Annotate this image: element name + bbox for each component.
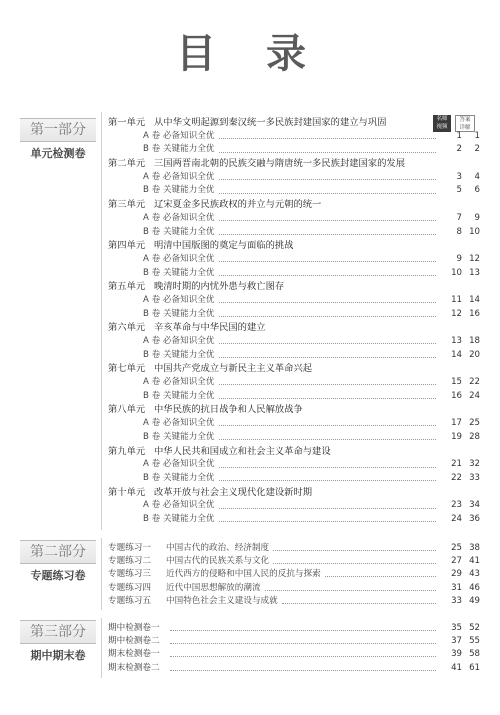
unit-title: 辛亥革命与中华民国的建立 [154, 322, 266, 334]
page-number: 10 [451, 267, 462, 278]
entry-label: A 卷 必备知识全优 [143, 130, 215, 141]
divider-line [101, 538, 102, 610]
answer-page-number: 18 [469, 336, 480, 346]
entry-title: 中国古代的政治、经济制度 [166, 543, 270, 553]
unit-tag: 第二单元 [108, 158, 146, 170]
toc-entry [108, 143, 480, 157]
answer-page-number: 58 [469, 649, 480, 660]
page-number: 8 [456, 226, 462, 237]
unit-tag: 第七单元 [108, 363, 146, 375]
page-number: 2 [456, 144, 462, 155]
answer-page-number: 1 [474, 130, 480, 141]
unit-title: 辽宋夏金多民族政权的并立与元朝的统一 [154, 199, 322, 211]
leader-dots [219, 275, 436, 276]
toc-entry [108, 417, 480, 431]
answer-page-number: 4 [474, 171, 480, 182]
page-number: 21 [451, 459, 462, 470]
page-number: 1 [456, 130, 462, 141]
toc-entry [108, 513, 480, 527]
entry-label: B 卷 关键能力全优 [143, 226, 215, 237]
page-number: 13 [451, 336, 462, 346]
unit-tag: 第五单元 [108, 281, 146, 293]
answer-page-number: 41 [469, 556, 480, 567]
entry-label: 专题练习一 [108, 543, 151, 553]
unit-tag: 第六单元 [108, 322, 146, 334]
answer-page-number: 14 [469, 294, 480, 305]
answer-page-number: 28 [469, 431, 480, 442]
leader-dots [219, 480, 436, 481]
unit-heading [108, 116, 480, 130]
unit-title: 从中华文明起源到秦汉统一多民族封建国家的建立与巩固 [154, 117, 387, 128]
leader-dots [273, 550, 436, 551]
entry-title: 近代中国思想解放的潮流 [166, 582, 261, 593]
leader-dots [219, 302, 437, 303]
toc-entry [108, 212, 480, 226]
toc-entry [108, 662, 480, 675]
part-subtitle: 单元检测卷 [30, 147, 86, 160]
toc-entry [108, 253, 480, 267]
toc-entry [108, 390, 480, 404]
part-2-label [20, 540, 96, 583]
divider-line [101, 618, 102, 678]
unit-heading [108, 198, 480, 212]
entry-label: A 卷 必备知识全优 [143, 377, 215, 388]
unit-tag: 第九单元 [108, 445, 146, 457]
leader-dots [219, 425, 437, 426]
leader-dots [170, 643, 436, 644]
unit-title: 中华民族的抗日战争和人民解放战争 [154, 404, 303, 416]
entry-label: A 卷 必备知识全优 [143, 212, 215, 223]
leader-dots [265, 590, 436, 591]
unit-tag: 第一单元 [108, 117, 146, 128]
leader-dots [219, 384, 437, 385]
leader-dots [219, 138, 437, 139]
toc-entry [108, 267, 480, 281]
entry-label: 专题练习五 [108, 595, 151, 606]
answer-page-number: 33 [469, 472, 480, 483]
entry-label: 期末检测卷二 [108, 662, 160, 673]
entry-label: A 卷 必备知识全优 [143, 171, 215, 182]
page-number: 16 [451, 390, 462, 401]
toc-entry [108, 335, 480, 349]
unit-tag: 第八单元 [108, 404, 146, 416]
toc-entry [108, 376, 480, 390]
part-subtitle: 期中期末卷 [30, 649, 86, 662]
part-name: 第三部分 [20, 620, 96, 644]
toc-entry [108, 472, 480, 486]
page-number: 39 [451, 649, 462, 660]
answer-page-number: 32 [469, 459, 480, 470]
answer-page-number: 52 [469, 623, 480, 633]
leader-dots [219, 439, 436, 440]
leader-dots [325, 576, 436, 577]
page-number: 19 [451, 431, 462, 442]
page-number: 5 [456, 185, 462, 196]
answer-page-number: 13 [469, 267, 480, 278]
leader-dots [219, 179, 437, 180]
answer-page-number: 61 [469, 662, 480, 673]
leader-dots [219, 220, 437, 221]
entry-label: B 卷 关键能力全优 [143, 513, 215, 524]
toc-entry [108, 226, 480, 240]
unit-title: 晚清时期的内忧外患与救亡图存 [154, 281, 285, 293]
page-number: 29 [451, 569, 462, 580]
leader-dots [282, 603, 436, 604]
unit-heading [108, 239, 480, 253]
topics-section [108, 542, 480, 608]
entry-title: 近代西方的侵略和中国人民的反抗与探索 [166, 569, 321, 580]
toc-entry [108, 568, 480, 581]
leader-dots [219, 521, 436, 522]
answer-page-number: 12 [469, 253, 480, 264]
entry-title: 中国古代的民族关系与文化 [166, 556, 270, 567]
entry-title: 中国特色社会主义建设与成就 [166, 595, 278, 606]
entry-label: B 卷 关键能力全优 [143, 472, 215, 483]
toc-entry [108, 184, 480, 198]
toc-entry [108, 622, 480, 635]
toc-entry [108, 294, 480, 308]
page-number: 33 [451, 595, 462, 606]
unit-title: 明清中国版图的奠定与面临的挑战 [154, 240, 294, 252]
part-subtitle: 专题练习卷 [30, 569, 86, 582]
page-number: 23 [451, 500, 462, 511]
unit-tag: 第十单元 [108, 486, 146, 498]
leader-dots [219, 467, 437, 468]
answer-page-number: 24 [469, 390, 480, 401]
toc-entry [108, 130, 480, 144]
page-number: 37 [451, 636, 462, 647]
answer-page-number: 46 [469, 582, 480, 593]
page-number: 7 [456, 212, 462, 223]
toc-entry [108, 171, 480, 185]
leader-dots [219, 398, 436, 399]
entry-label: A 卷 必备知识全优 [143, 253, 215, 264]
unit-heading [108, 321, 480, 335]
answer-page-number: 36 [469, 513, 480, 524]
answer-page-number: 20 [469, 349, 480, 360]
leader-dots [219, 508, 437, 509]
unit-title: 改革开放与社会主义现代化建设新时期 [154, 486, 313, 498]
unit-title: 中华人民共和国成立和社会主义革命与建设 [154, 445, 331, 457]
entry-label: A 卷 必备知识全优 [143, 336, 215, 346]
answer-page-number: 49 [469, 595, 480, 606]
entry-label: A 卷 必备知识全优 [143, 459, 215, 470]
entry-label: B 卷 关键能力全优 [143, 349, 215, 360]
divider-line [101, 112, 102, 530]
toc-entry [108, 308, 480, 322]
answer-badge: 答案 详解 [455, 115, 475, 132]
entry-label: B 卷 关键能力全优 [143, 144, 215, 155]
leader-dots [219, 234, 436, 235]
answer-page-number: 16 [469, 308, 480, 319]
page-number: 41 [451, 662, 462, 673]
entry-label: B 卷 关键能力全优 [143, 390, 215, 401]
page-number: 9 [456, 253, 462, 264]
page-number: 11 [451, 294, 462, 305]
unit-tag: 第三单元 [108, 199, 146, 211]
part-3-label [20, 620, 96, 663]
page-number: 15 [451, 377, 462, 388]
page-number: 25 [451, 543, 462, 553]
entry-label: A 卷 必备知识全优 [143, 500, 215, 511]
page-number: 31 [451, 582, 462, 593]
exams-section [108, 622, 480, 675]
leader-dots [170, 630, 436, 631]
page-number: 12 [451, 308, 462, 319]
part-1-label [20, 118, 96, 161]
part-name: 第一部分 [20, 118, 96, 142]
entry-label: 期中检测卷一 [108, 623, 160, 633]
unit-heading [108, 445, 480, 459]
entry-label: B 卷 关键能力全优 [143, 267, 215, 278]
entry-label: 期末检测卷一 [108, 649, 160, 660]
page-number: 27 [451, 556, 462, 567]
leader-dots [219, 343, 437, 344]
page-number: 35 [451, 623, 462, 633]
answer-page-number: 22 [469, 377, 480, 388]
answer-page-number: 6 [474, 185, 480, 196]
page-number: 17 [451, 418, 462, 429]
toc-entry [108, 542, 480, 555]
toc-entry [108, 635, 480, 648]
leader-dots [219, 261, 437, 262]
page-number: 3 [456, 171, 462, 182]
answer-page-number: 38 [469, 543, 480, 553]
leader-dots [273, 563, 436, 564]
entry-label: B 卷 关键能力全优 [143, 185, 215, 196]
entry-label: 期中检测卷二 [108, 636, 160, 647]
leader-dots [170, 670, 436, 671]
answer-page-number: 55 [469, 636, 480, 647]
leader-dots [170, 656, 436, 657]
unit-heading [108, 403, 480, 417]
page-title: 目 录 [176, 31, 324, 77]
answer-page-number: 9 [474, 212, 480, 223]
entry-label: B 卷 关键能力全优 [143, 431, 215, 442]
part-name: 第二部分 [20, 540, 96, 564]
entry-label: 专题练习三 [108, 569, 151, 580]
unit-tag: 第四单元 [108, 240, 146, 252]
toc-entry [108, 582, 480, 595]
leader-dots [219, 357, 436, 358]
unit-title: 三国两晋南北朝的民族交融与隋唐统一多民族封建国家的发展 [154, 158, 406, 170]
unit-heading [108, 280, 480, 294]
entry-label: B 卷 关键能力全优 [143, 308, 215, 319]
answer-page-number: 34 [469, 500, 480, 511]
toc-entry [108, 648, 480, 661]
video-badge: 名师 视频 [433, 115, 451, 132]
toc-entry [108, 458, 480, 472]
entry-label: A 卷 必备知识全优 [143, 418, 215, 429]
leader-dots [219, 152, 436, 153]
unit-heading [108, 362, 480, 376]
unit-heading [108, 486, 480, 500]
toc-entry [108, 555, 480, 568]
unit-heading [108, 157, 480, 171]
entry-label: 专题练习四 [108, 582, 151, 593]
entry-label: 专题练习二 [108, 556, 151, 567]
toc-entry [108, 349, 480, 363]
page-number: 22 [451, 472, 462, 483]
toc-entry [108, 595, 480, 608]
page-number: 14 [451, 349, 462, 360]
leader-dots [219, 193, 436, 194]
toc-entry [108, 431, 480, 445]
page-number: 24 [451, 513, 462, 524]
units-section [108, 116, 480, 527]
answer-page-number: 43 [469, 569, 480, 580]
unit-title: 中国共产党成立与新民主主义革命兴起 [154, 363, 313, 375]
entry-label: A 卷 必备知识全优 [143, 294, 215, 305]
answer-page-number: 10 [469, 226, 480, 237]
toc-entry [108, 499, 480, 513]
leader-dots [219, 316, 436, 317]
answer-page-number: 2 [474, 144, 480, 155]
answer-page-number: 25 [469, 418, 480, 429]
